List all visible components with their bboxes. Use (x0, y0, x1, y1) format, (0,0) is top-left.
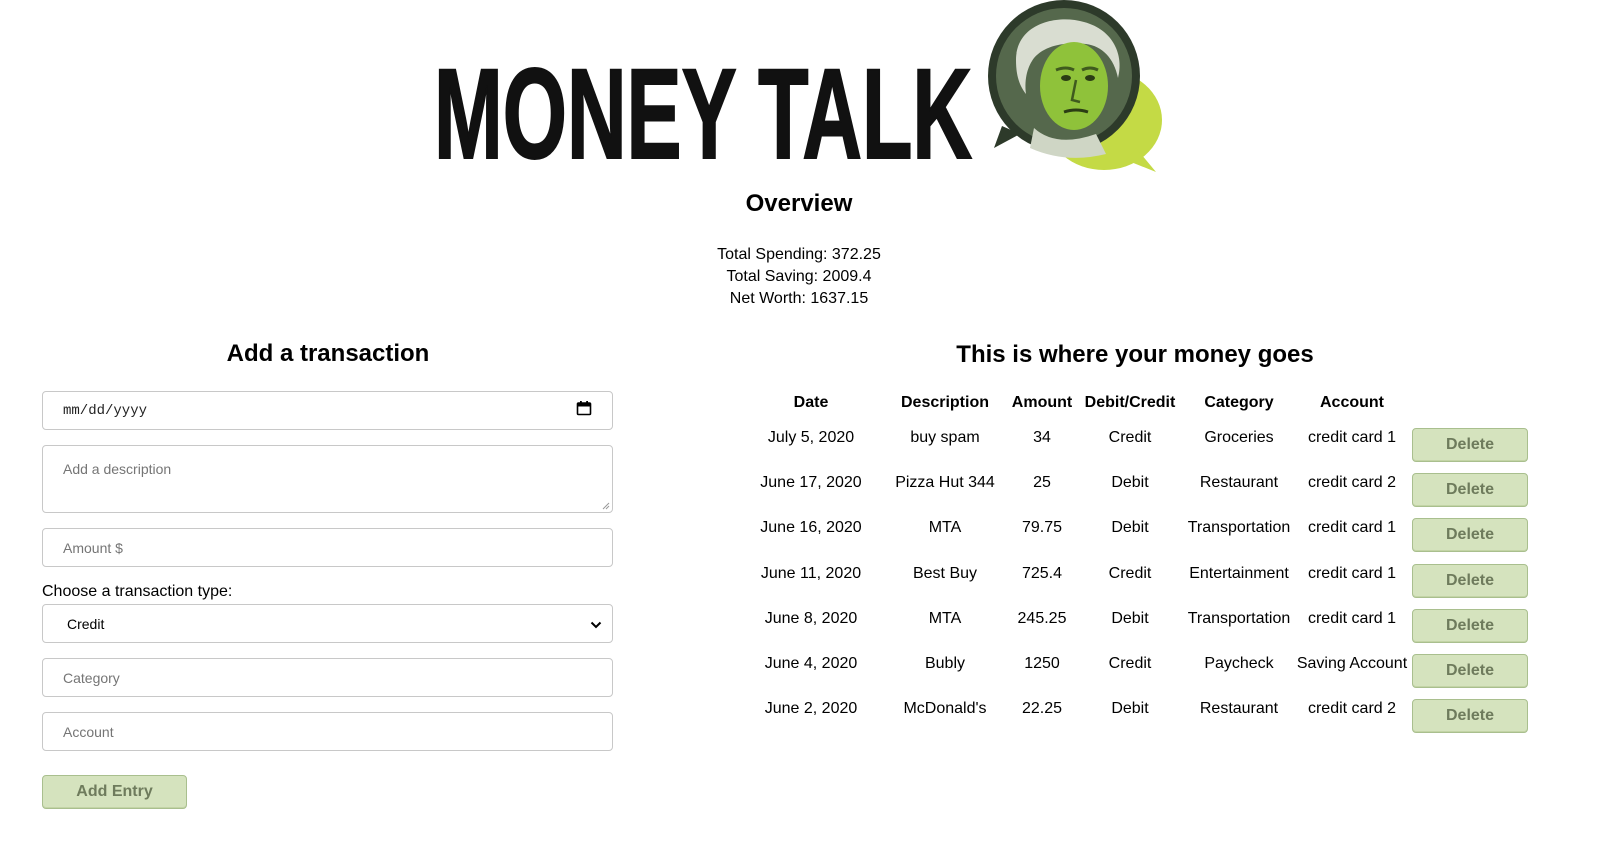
amount-cell: 245.25 (1017, 609, 1067, 627)
category-cell: Paycheck (1204, 655, 1274, 672)
description-cell: McDonald's (903, 700, 987, 718)
delete-button[interactable]: Delete (1412, 518, 1528, 552)
account-cell: credit card 1 (1307, 429, 1397, 446)
description-cell: MTA (928, 609, 962, 627)
amount-cell: 725.4 (1021, 564, 1063, 582)
category-cell: Entertainment (1189, 564, 1289, 582)
account-placeholder: Account (63, 723, 114, 740)
amount-cell: 79.75 (1021, 519, 1063, 537)
delete-button[interactable]: Delete (1412, 654, 1528, 688)
category-cell: Transportation (1187, 609, 1291, 627)
account-cell: credit card 1 (1307, 519, 1397, 537)
date-header: Date (793, 394, 829, 411)
account-input[interactable] (42, 712, 613, 751)
delete-button[interactable]: Delete (1412, 564, 1528, 598)
amount-cell: 22.25 (1021, 700, 1063, 718)
amount-header: Amount (1011, 394, 1073, 411)
category-cell: Restaurant (1199, 474, 1279, 492)
type-cell: Debit (1111, 609, 1149, 627)
description-cell: MTA (928, 519, 962, 537)
date-cell: June 2, 2020 (764, 700, 858, 718)
type-cell: Debit (1111, 474, 1149, 492)
delete-button[interactable]: Delete (1412, 699, 1528, 733)
net-worth: Net Worth: 1637.15 (729, 290, 869, 307)
category-input[interactable] (42, 658, 613, 697)
date-cell: June 17, 2020 (760, 474, 862, 492)
description-cell: buy spam (910, 429, 980, 446)
date-cell: July 5, 2020 (767, 429, 855, 446)
account-cell: Saving Account (1296, 655, 1408, 672)
delete-button[interactable]: Delete (1412, 609, 1528, 643)
amount-cell: 1250 (1024, 655, 1060, 672)
amount-cell: 25 (1033, 474, 1051, 492)
date-cell: June 11, 2020 (760, 564, 862, 582)
logo-wordmark (434, 30, 994, 186)
add-transaction-title: Add a transaction (226, 340, 430, 367)
type-cell: Credit (1108, 429, 1152, 446)
total-saving: Total Saving: 2009.4 (726, 268, 872, 285)
description-cell: Best Buy (912, 564, 978, 582)
description-placeholder: Add a description (63, 461, 172, 477)
type-cell: Debit (1111, 519, 1149, 537)
date-cell: June 4, 2020 (764, 655, 858, 672)
overview-stats (0, 244, 1598, 310)
category-cell: Groceries (1204, 429, 1274, 446)
amount-cell: 34 (1033, 429, 1051, 446)
logo-text: MONEY TALK (434, 43, 972, 186)
category-header: Category (1204, 394, 1274, 411)
delete-button[interactable]: Delete (1412, 428, 1528, 462)
category-cell: Restaurant (1199, 700, 1279, 718)
delete-button[interactable]: Delete (1412, 473, 1528, 507)
debit-credit-header: Debit/Credit (1084, 394, 1176, 411)
transaction-type-value: Credit (67, 615, 105, 632)
description-cell: Pizza Hut 344 (895, 474, 995, 492)
amount-placeholder: Amount $ (63, 539, 123, 556)
money-speech-bubble-logo (986, 8, 1166, 178)
add-entry-button[interactable]: Add Entry (42, 775, 187, 809)
resize-grip-icon[interactable] (602, 502, 610, 510)
transaction-type-label: Choose a transaction type: (42, 583, 233, 600)
date-cell: June 16, 2020 (760, 519, 862, 537)
description-cell: Bubly (924, 655, 966, 672)
account-header: Account (1320, 394, 1384, 411)
account-cell: credit card 1 (1307, 564, 1397, 582)
type-cell: Debit (1111, 700, 1149, 718)
account-cell: credit card 1 (1307, 609, 1397, 627)
type-cell: Credit (1108, 655, 1152, 672)
account-cell: credit card 2 (1307, 474, 1397, 492)
description-textarea[interactable] (42, 445, 613, 513)
calendar-icon[interactable] (576, 400, 592, 421)
date-input[interactable] (42, 391, 613, 430)
date-placeholder: mm/dd/yyyy (63, 402, 148, 419)
chevron-down-icon (590, 616, 602, 632)
total-spending: Total Spending: 372.25 (717, 246, 881, 263)
type-cell: Credit (1108, 564, 1152, 582)
transactions-title: This is where your money goes (956, 341, 1314, 368)
overview-title: Overview (745, 190, 853, 217)
account-cell: credit card 2 (1307, 700, 1397, 718)
transaction-type-select[interactable] (42, 604, 613, 643)
amount-input[interactable] (42, 528, 613, 567)
description-header: Description (900, 394, 989, 411)
date-cell: June 8, 2020 (764, 609, 858, 627)
category-placeholder: Category (63, 669, 120, 686)
category-cell: Transportation (1187, 519, 1291, 537)
